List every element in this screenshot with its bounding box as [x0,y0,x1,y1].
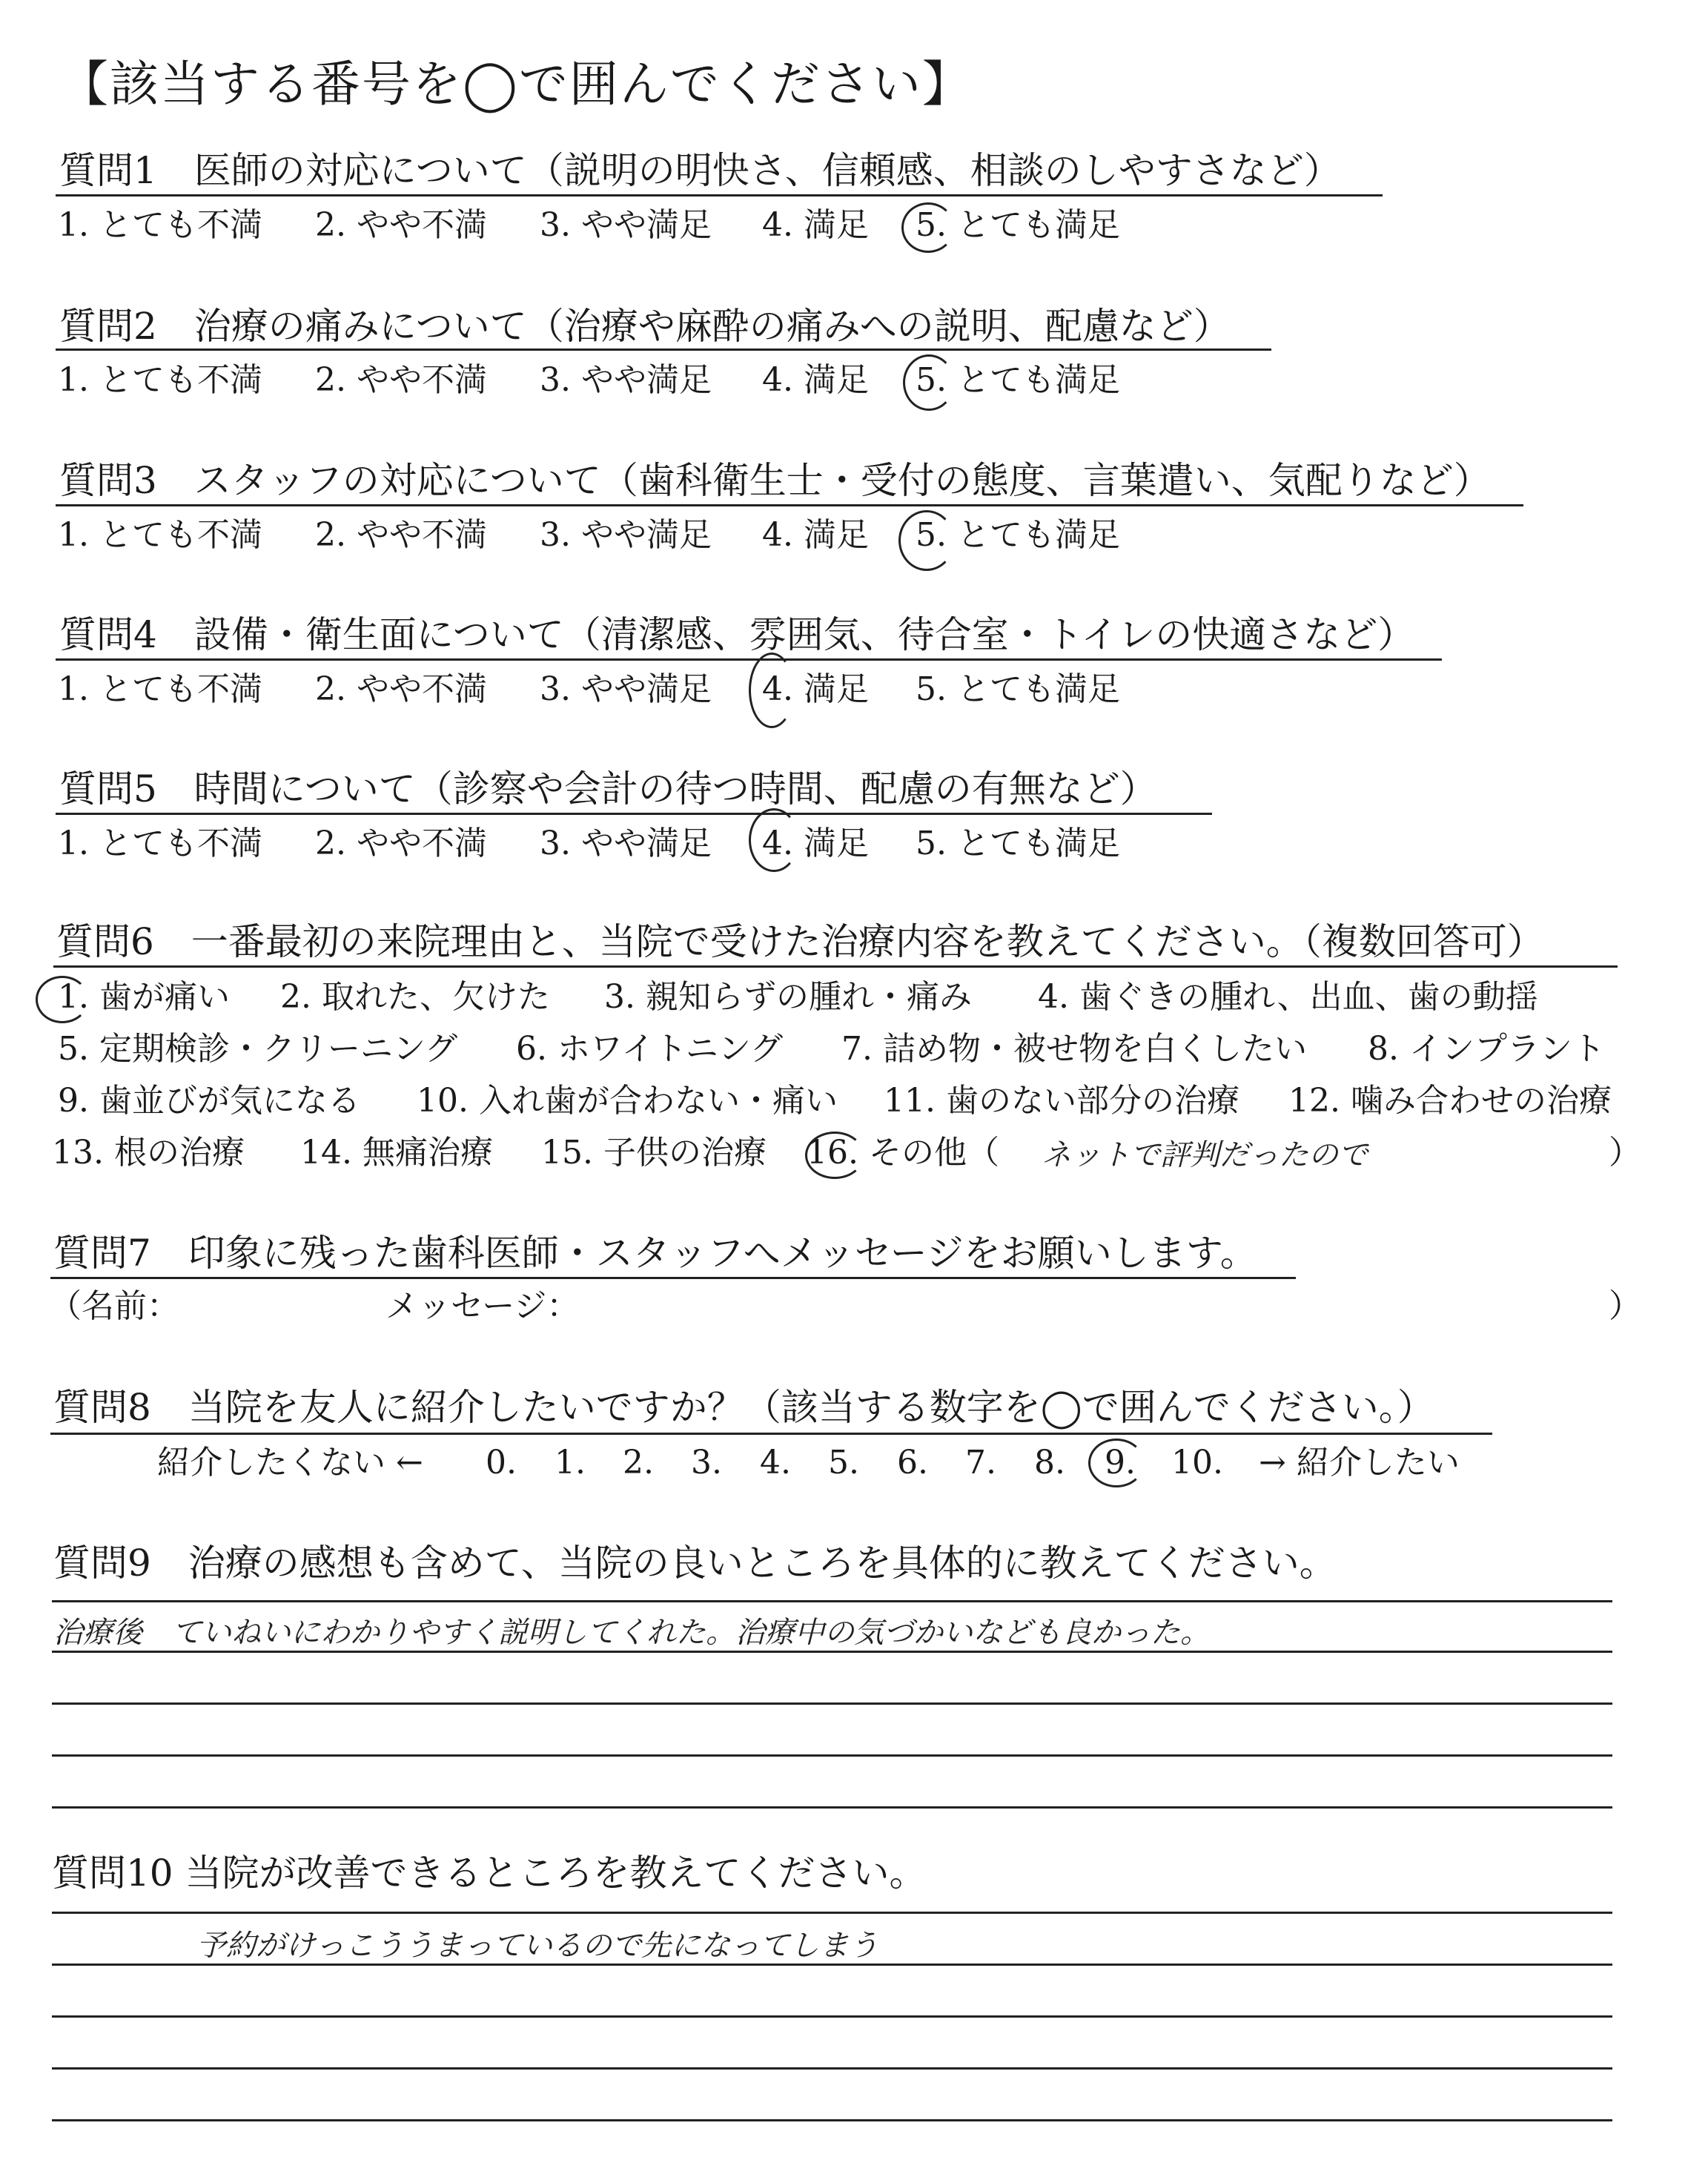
q3-option-5[interactable]: 5. とても満足 [916,516,1120,554]
q3-selected-circle [898,510,955,571]
q6-option-6[interactable]: 6. ホワイトニング [516,1030,784,1068]
q6-option-4[interactable]: 4. 歯ぐきの腫れ、出血、歯の動揺 [1038,978,1538,1016]
question-8-underline [50,1433,1492,1435]
q4-option-2[interactable]: 2. やや不満 [315,670,487,708]
q1-option-5[interactable]: 5. とても満足 [916,206,1120,244]
q10-line-2 [52,1964,1612,1966]
q9-line-1 [52,1600,1612,1602]
q5-option-1[interactable]: 1. とても不満 [58,825,262,862]
q7-close: ） [1609,1287,1641,1325]
q6-option-10[interactable]: 10. 入れ歯が合わない・痛い [417,1082,838,1120]
q6-option-15[interactable]: 15. 子供の治療 [541,1134,767,1172]
q6-option-2[interactable]: 2. 取れた、欠けた [280,978,550,1016]
q10-line-3 [52,2015,1612,2018]
q8-number-3[interactable]: 3. [691,1444,722,1482]
q2-option-4[interactable]: 4. 満足 [762,361,869,399]
q8-number-6[interactable]: 6. [897,1444,928,1482]
question-4-underline [56,658,1442,661]
question-2-underline [56,349,1271,351]
q8-number-2[interactable]: 2. [623,1444,654,1482]
q8-number-1[interactable]: 1. [555,1444,586,1482]
q4-selected-circle [749,653,795,728]
q6-option-12[interactable]: 12. 噛み合わせの治療 [1288,1082,1612,1120]
q6-option-8[interactable]: 8. インプラント [1368,1030,1605,1068]
q6-option-3[interactable]: 3. 親知らずの腫れ・痛み [604,978,972,1016]
q6-option-13[interactable]: 13. 根の治療 [52,1134,245,1172]
question-3-title: 質問3 スタッフの対応について（歯科衛生士・受付の態度、言葉遣い、気配りなど） [59,459,1491,502]
q5-option-3[interactable]: 3. やや満足 [540,825,712,862]
q6-other-answer[interactable]: ネットで評判だったので [1042,1138,1368,1172]
question-5-title: 質問5 時間について（診察や会計の待つ時間、配慮の有無など） [59,767,1157,810]
q8-number-10[interactable]: 10. [1171,1444,1223,1482]
q8-number-7[interactable]: 7. [965,1444,996,1482]
question-1-underline [56,194,1383,196]
q9-line-3 [52,1702,1612,1705]
q8-number-5[interactable]: 5. [828,1444,859,1482]
question-7-title: 質問7 印象に残った歯科医師・スタッフへメッセージをお願いします。 [53,1232,1257,1275]
question-10-title: 質問10 当院が改善できるところを教えてください。 [52,1852,927,1895]
question-8-title: 質問8 当院を友人に紹介したいですか？（該当する数字を◯で囲んでください。） [53,1386,1434,1429]
q1-option-2[interactable]: 2. やや不満 [315,206,487,244]
question-3-underline [56,504,1523,506]
q1-selected-circle [901,202,955,253]
q3-option-3[interactable]: 3. やや満足 [540,516,712,554]
q1-option-4[interactable]: 4. 満足 [762,206,869,244]
q6-option-16-other[interactable]: 16. その他（ [807,1134,999,1172]
q2-selected-circle [903,354,955,411]
q6-option-14[interactable]: 14. 無痛治療 [300,1134,493,1172]
q4-option-4[interactable]: 4. 満足 [762,670,869,708]
q8-number-4[interactable]: 4. [760,1444,791,1482]
q1-option-1[interactable]: 1. とても不満 [58,206,262,244]
q7-message-label: メッセージ： [385,1287,580,1325]
question-7-underline [50,1277,1296,1279]
q7-name-label: （名前： [49,1287,179,1325]
q5-option-4[interactable]: 4. 満足 [762,825,869,862]
q6-option-11[interactable]: 11. 歯のない部分の治療 [884,1082,1239,1120]
q3-option-2[interactable]: 2. やや不満 [315,516,487,554]
form-header: 【該当する番号を◯で囲んでください】 [59,56,973,113]
question-1-title: 質問1 医師の対応について（説明の明快さ、信頼感、相談のしやすさなど） [59,149,1341,192]
q8-number-0[interactable]: 0. [486,1444,517,1482]
q1-option-3[interactable]: 3. やや満足 [540,206,712,244]
q10-line-4 [52,2067,1612,2070]
q4-option-1[interactable]: 1. とても不満 [58,670,262,708]
q2-option-1[interactable]: 1. とても不満 [58,361,262,399]
q2-option-3[interactable]: 3. やや満足 [540,361,712,399]
q5-selected-circle [749,808,799,872]
q6-selected-circle-16 [805,1132,864,1179]
q9-line-4 [52,1754,1612,1757]
question-6-title: 質問6 一番最初の来院理由と、当院で受けた治療内容を教えてください。（複数回答可） [56,920,1544,963]
question-5-underline [56,813,1212,815]
q5-option-5[interactable]: 5. とても満足 [916,825,1120,862]
q3-option-4[interactable]: 4. 満足 [762,516,869,554]
q9-answer[interactable]: 治療後 ていねいにわかりやすく説明してくれた。治療中の気づかいなども良かった。 [53,1616,1210,1650]
q6-option-9[interactable]: 9. 歯並びが気になる [58,1082,360,1120]
question-4-title: 質問4 設備・衛生面について（清潔感、雰囲気、待合室・トイレの快適さなど） [59,613,1415,656]
q4-option-5[interactable]: 5. とても満足 [916,670,1120,708]
q6-other-close: ） [1609,1134,1641,1172]
question-6-underline [53,965,1618,968]
q9-line-2 [52,1651,1612,1653]
q8-number-8[interactable]: 8. [1034,1444,1065,1482]
question-2-title: 質問2 治療の痛みについて（治療や麻酔の痛みへの説明、配慮など） [59,305,1231,348]
q2-option-2[interactable]: 2. やや不満 [315,361,487,399]
q8-left-label: 紹介したくない ← [157,1444,423,1482]
q6-option-7[interactable]: 7. 詰め物・被せ物を白くしたい [841,1030,1307,1068]
q3-option-1[interactable]: 1. とても不満 [58,516,262,554]
q8-number-9[interactable]: 9. [1105,1444,1136,1482]
q10-answer[interactable]: 予約がけっこううまっているので先になってしまう [196,1929,878,1963]
q6-option-1[interactable]: 1. 歯が痛い [58,978,230,1016]
q8-selected-circle [1088,1439,1145,1487]
question-9-title: 質問9 治療の感想も含めて、当院の良いところを具体的に教えてください。 [53,1542,1337,1585]
q4-option-3[interactable]: 3. やや満足 [540,670,712,708]
q2-option-5[interactable]: 5. とても満足 [916,361,1120,399]
q8-right-label: → 紹介したい [1259,1444,1460,1482]
q10-line-5 [52,2119,1612,2121]
q6-selected-circle-1 [36,976,89,1023]
q10-line-1 [52,1912,1612,1914]
q6-option-5[interactable]: 5. 定期検診・クリーニング [58,1030,458,1068]
q5-option-2[interactable]: 2. やや不満 [315,825,487,862]
q9-line-5 [52,1806,1612,1809]
